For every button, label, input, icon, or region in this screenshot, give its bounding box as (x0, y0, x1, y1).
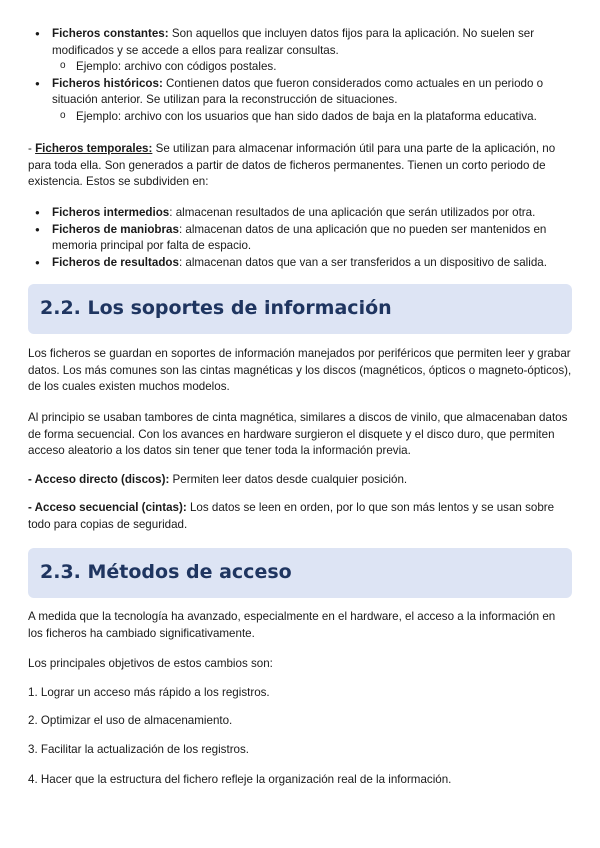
example-historicos: Ejemplo: archivo con los usuarios que han sido dados de baja en la plataforma educativa. (76, 109, 537, 123)
text-acceso-secuencial: Los datos se leen en orden, por lo que son más lentos y se usan sobre todo para copias de seguridad. (28, 501, 555, 531)
sub-item-historicos (30, 109, 575, 126)
term-intermedios: Ficheros intermedios (52, 206, 170, 219)
objective-item-2: 2. Optimizar el uso de almacenamiento. (28, 714, 233, 727)
temporales-prefix: - (28, 142, 36, 155)
metodos-paragraph-2: Los principales objetivos de estos cambios son: (28, 657, 273, 670)
text-maniobras: : almacenan datos de una aplicación que no pueden ser mantenidos en memoria principal por falta de espacio. (52, 222, 547, 252)
soportes-paragraph-2: Al principio se usaban tambores de cinta magnética, similares a discos de vinilo, que almacenaban datos de forma secuencial. Con los avances en hardware surgieron el disquete y el disco duro, que permiten acceso aleatorio a los datos sin tener que tener toda la información previa. (28, 411, 568, 457)
term-acceso-secuencial: - Acceso secuencial (cintas): (28, 501, 187, 514)
list-item-intermedios (30, 205, 575, 222)
term-constantes: Ficheros constantes: (52, 27, 169, 40)
term-resultados: Ficheros de resultados (52, 255, 179, 269)
term-temporales: Ficheros temporales: (35, 142, 153, 155)
temporales-paragraph (28, 141, 573, 191)
example-constantes: Ejemplo: archivo con códigos postales. (76, 60, 277, 73)
sub-item-constantes (30, 59, 575, 76)
list-item-constantes (30, 26, 575, 59)
text-intermedios: : almacenan resultados de una aplicación que serán utilizados por otra. (169, 206, 536, 219)
objective-item-4: 4. Hacer que la estructura del fichero refleje la organización real de la información. (28, 773, 452, 786)
text-resultados: : almacenan datos que van a ser transferidos a un dispositivo de salida. (178, 255, 547, 269)
text-constantes: Son aquellos que incluyen datos fijos para la aplicación. No suelen ser modificados y se accede a ellos para realizar consultas. (52, 27, 535, 57)
term-maniobras: Ficheros de maniobras (52, 222, 179, 236)
text-historicos: Contienen datos que fueron considerados como actuales en un periodo o situación anterior. Se utilizan para la reconstrucción de situaciones. (52, 76, 544, 106)
metodos-paragraph-1: A medida que la tecnología ha avanzado, especialmente en el hardware, el acceso a la información en los ficheros ha cambiado significativamente. (28, 610, 556, 640)
file-types-list (30, 26, 575, 125)
objective-item-1: 1. Lograr un acceso más rápido a los registros. (28, 686, 270, 699)
list-item-resultados (30, 255, 575, 272)
section-heading-2-3 (28, 548, 572, 598)
list-item-maniobras (30, 222, 575, 255)
acceso-directo-paragraph (28, 472, 573, 489)
text-temporales: Se utilizan para almacenar información útil para una parte de la aplicación, no para toda ella. Son generados a partir de datos de ficheros permanentes. Tienen un corto periodo de existencia. Estos se subdividen en: (28, 142, 556, 188)
section-title-2-3: 2.3. Métodos de acceso (40, 561, 292, 583)
objective-item-3: 3. Facilitar la actualización de los registros. (28, 743, 250, 756)
list-item-historicos (30, 76, 575, 109)
term-acceso-directo: - Acceso directo (discos): (28, 473, 170, 486)
section-title-2-2: 2.2. Los soportes de información (40, 297, 392, 319)
temporales-list (30, 205, 575, 271)
text-acceso-directo: Permiten leer datos desde cualquier posición. (169, 473, 408, 486)
section-heading-2-2 (28, 284, 572, 334)
soportes-paragraph-1: Los ficheros se guardan en soportes de información manejados por periféricos que permiten leer y grabar datos. Los más comunes son las cintas magnéticas y los discos (magnéticos, ópticos o magneto-ópticos), de los cuales existen muchos modelos. (28, 347, 572, 393)
term-historicos: Ficheros históricos: (52, 76, 163, 90)
acceso-secuencial-paragraph (28, 500, 573, 533)
